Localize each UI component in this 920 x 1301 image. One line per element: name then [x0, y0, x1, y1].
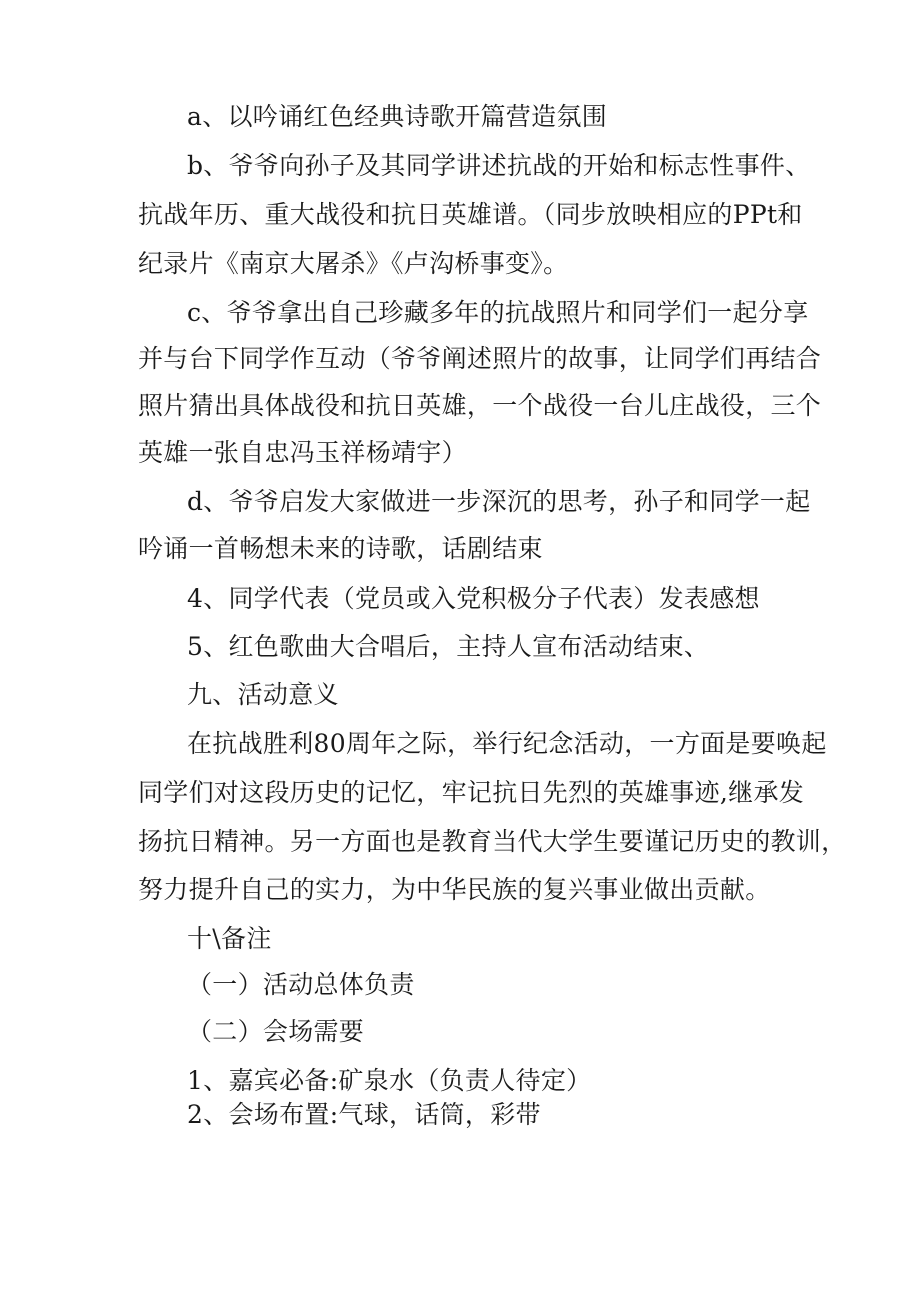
item-5-line: 5、红色歌曲大合唱后，主持人宣布活动结束、	[187, 632, 710, 661]
need-item-1: 1、嘉宾必备:矿泉水（负责人待定）	[187, 1066, 592, 1095]
section-heading-significance: 九、活动意义	[187, 680, 339, 709]
significance-line-3: 扬抗日精神。另一方面也是教育当代大学生要谨记历史的教训，	[138, 827, 847, 856]
item-b-line-3: 纪录片《南京大屠杀》《卢沟桥事变》。	[138, 249, 569, 278]
item-c-line-1: c、爷爷拿出自己珍藏多年的抗战照片和同学们一起分享	[187, 298, 809, 327]
significance-line-4: 努力提升自己的实力，为中华民族的复兴事业做出贡献。	[138, 875, 771, 904]
item-d-line-2: 吟诵一首畅想未来的诗歌，话剧结束	[138, 534, 543, 563]
significance-line-2: 同学们对这段历史的记忆，牢记抗日先烈的英雄事迹,继承发	[138, 778, 805, 807]
subheading-overall-responsibility: （一）活动总体负责	[187, 970, 415, 999]
item-c-line-2: 并与台下同学作互动（爷爷阐述照片的故事，让同学们再结合	[138, 344, 822, 373]
item-d-line-1: d、爷爷启发大家做进一步深沉的思考，孙子和同学一起	[187, 487, 811, 516]
need-item-2: 2、会场布置:气球，话筒，彩带	[187, 1100, 541, 1129]
item-4-line: 4、同学代表（党员或入党积极分子代表）发表感想	[187, 584, 760, 613]
subheading-venue-needs: （二）会场需要	[187, 1017, 365, 1046]
item-b-line-2: 抗战年历、重大战役和抗日英雄谱。（同步放映相应的PPt和	[138, 200, 803, 229]
item-a-line-1: a、以吟诵红色经典诗歌开篇营造氛围	[187, 102, 608, 131]
significance-line-1: 在抗战胜利80周年之际，举行纪念活动，一方面是要唤起	[187, 729, 827, 758]
item-c-line-3: 照片猜出具体战役和抗日英雄，一个战役一台儿庄战役，三个	[138, 391, 822, 420]
item-b-line-1: b、爷爷向孙子及其同学讲述抗战的开始和标志性事件、	[187, 151, 811, 180]
section-heading-notes: 十\备注	[187, 924, 272, 953]
item-c-line-4: 英雄一张自忠冯玉祥杨靖宇）	[138, 438, 467, 467]
